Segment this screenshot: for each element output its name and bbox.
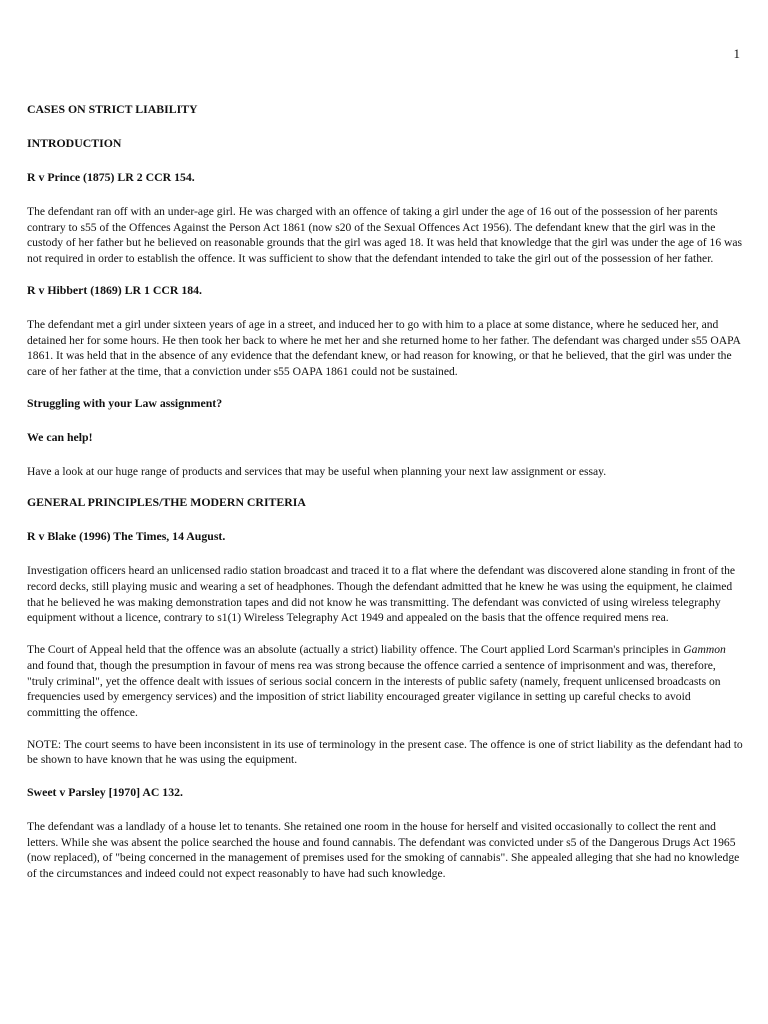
paragraph-note: NOTE: The court seems to have been inconsistent in its use of terminology in the present case. The offence is one of strict liability as the defendant had to be shown to have known that he was using the equipment. xyxy=(27,737,743,767)
heading-case-prince: R v Prince (1875) LR 2 CCR 154. xyxy=(27,170,195,184)
heading-case-sweet: Sweet v Parsley [1970] AC 132. xyxy=(27,785,183,800)
document-body xyxy=(27,102,743,898)
heading-general-principles: GENERAL PRINCIPLES/THE MODERN CRITERIA xyxy=(27,495,306,510)
paragraph-prince: The defendant ran off with an under-age girl. He was charged with an offence of taking a girl under the age of 16 out of the possession of her parents contrary to s55 of the Offences Against the Person Act 1861 (now s20 of the Sexual Offences Act 1956). The defendant knew that the girl was in the custody of her father but he believed on reasonable grounds that the girl was aged 18. It was held that knowledge that the girl was under the age of 16 was not required in order to establish the offence. It was sufficient to show that the defendant intended to take the girl out of the possession of her father. xyxy=(27,205,743,266)
case-name-gammon: Gammon xyxy=(683,643,726,657)
paragraph-blake-holding xyxy=(27,642,743,721)
heading-case-blake: R v Blake (1996) The Times, 14 August. xyxy=(27,529,226,544)
blake-holding-text-after: and found that, though the presumption in favour of mens rea was strong because the offence carried a sentence of imprisonment and was, therefore, "truly criminal", yet the offence dealt with issues of serious social concern in the interests of public safety (namely, frequent unlicensed broadcasts on frequencies used by emergency services) and the imposition of strict liability encouraged greater vigilance in setting up careful checks to avoid committing the offence. xyxy=(27,658,721,719)
promo-subheading: We can help! xyxy=(27,429,93,444)
blake-holding-text-before: The Court of Appeal held that the offence was an absolute (actually a strict) liability offence. The Court applied Lord Scarman's principles in xyxy=(27,643,684,657)
promo-heading: Struggling with your Law assignment? xyxy=(27,395,223,410)
page-number: 1 xyxy=(733,46,740,61)
paragraph-sweet: The defendant was a landlady of a house let to tenants. She retained one room in the house for herself and visited occasionally to collect the rent and letters. While she was absent the police searched the house and found cannabis. The defendant was convicted under s5 of the Dangerous Drugs Act 1965 (now replaced), of "being concerned in the management of premises used for the smoking of cannabis". She appealed alleging that she had no knowledge of the circumstances and indeed could not expect reasonably to have had such knowledge. xyxy=(27,820,740,881)
paragraph-hibbert: The defendant met a girl under sixteen years of age in a street, and induced her to go with him to a place at some distance, where he seduced her, and detained her for some hours. He then took her back to where he met her and she returned home to her father. The defendant was charged under s55 OAPA 1861. It was held that in the absence of any evidence that the defendant knew, or had reason for knowing, or that he believed, that the girl was under the care of her father at the time, that a conviction under s55 OAPA 1861 could not be sustained. xyxy=(27,317,741,378)
promo-paragraph: Have a look at our huge range of products and services that may be useful when planning your next law assignment or essay. xyxy=(27,464,607,478)
document-title: CASES ON STRICT LIABILITY xyxy=(27,102,198,116)
heading-introduction: INTRODUCTION xyxy=(27,136,122,150)
heading-case-hibbert: R v Hibbert (1869) LR 1 CCR 184. xyxy=(27,282,202,297)
paragraph-blake-facts: Investigation officers heard an unlicensed radio station broadcast and traced it to a flat where the defendant was discovered alone standing in front of the record decks, still playing music and wearing a set of headphones. Though the defendant admitted that he knew he was using the equipment, he claimed that he believed he was making demonstration tapes and did not know he was transmitting. The defendant was convicted of using wireless telegraphy equipment without a licence, contrary to s1(1) Wireless Telegraphy Act 1949 and appealed on the basis that the offence required mens rea. xyxy=(27,564,736,625)
